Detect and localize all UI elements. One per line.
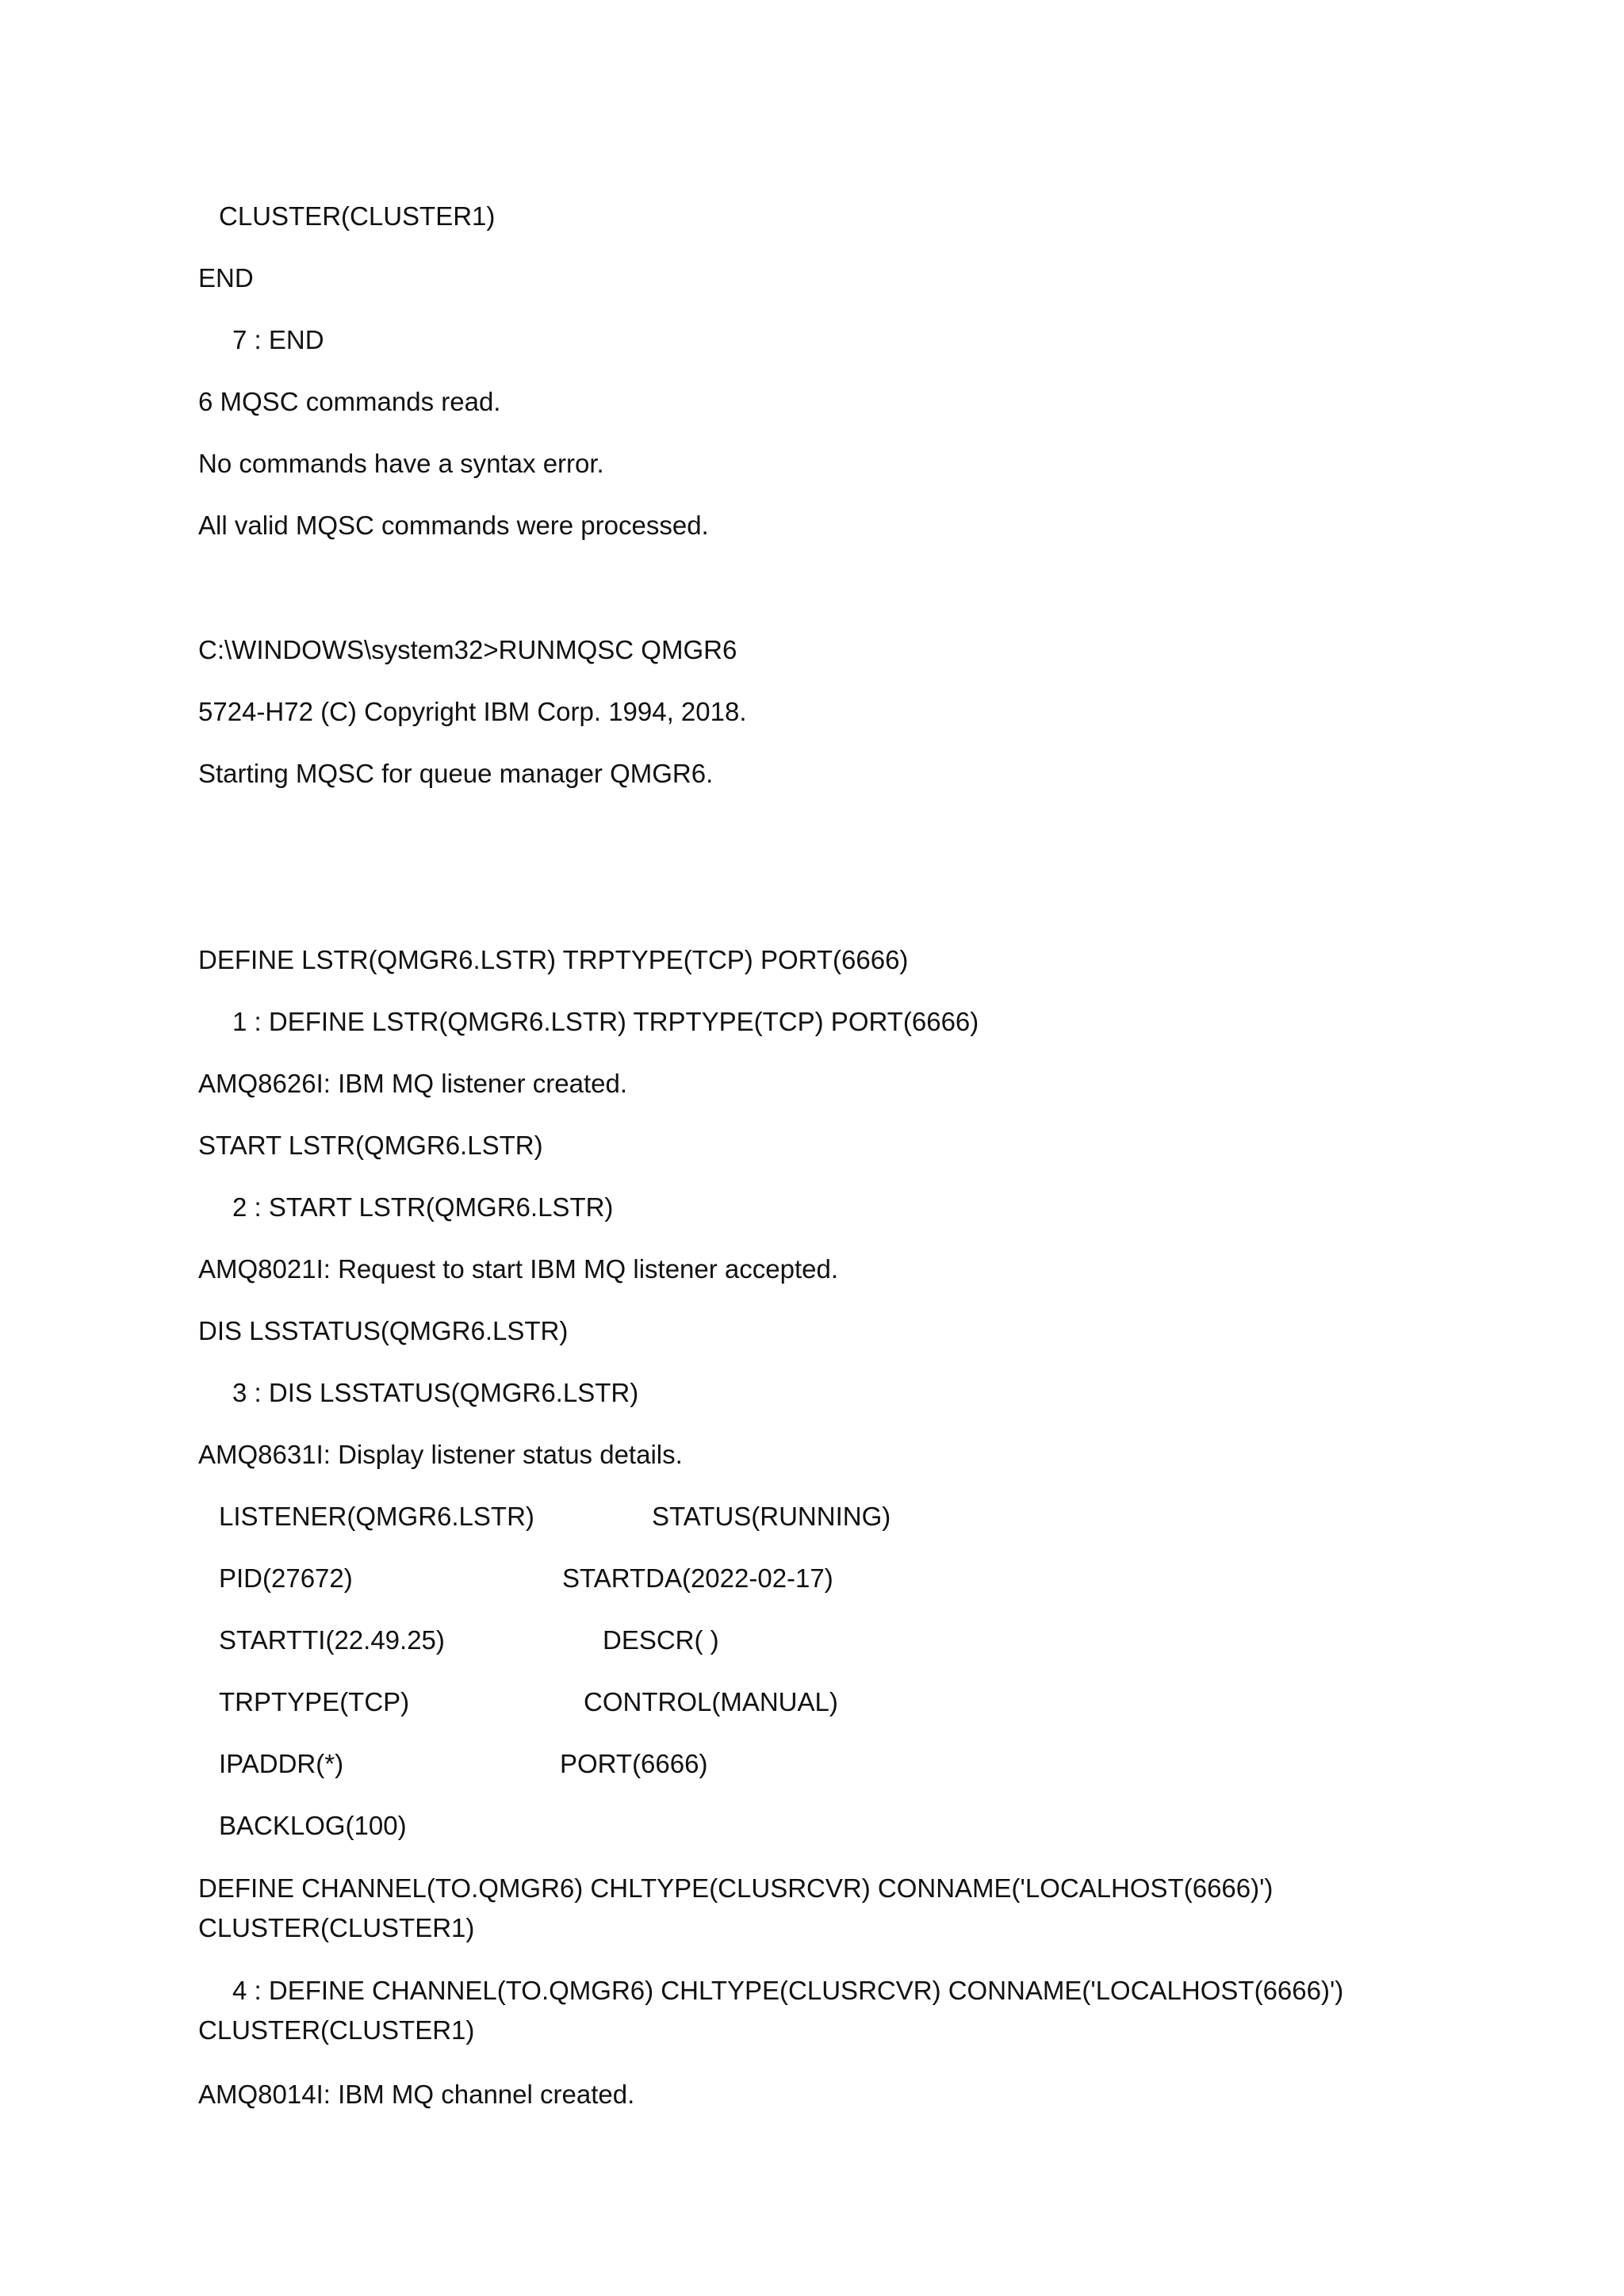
status-field: BACKLOG(100) [219,1811,407,1840]
command-line-wrapped [198,1869,1273,1948]
command-line: START LSTR(QMGR6.LSTR) [198,1131,543,1160]
output-line: No commands have a syntax error. [198,449,604,478]
echo-line: 1 : DEFINE LSTR(QMGR6.LSTR) TRPTYPE(TCP) PORT(6666) [232,1007,979,1036]
output-line: 6 MQSC commands read. [198,387,501,416]
command-line: DEFINE LSTR(QMGR6.LSTR) TRPTYPE(TCP) PORT(6666) [198,945,909,974]
status-field: DESCR( ) [603,1625,719,1655]
output-line: CLUSTER(CLUSTER1) [219,201,496,231]
output-line: AMQ8014I: IBM MQ channel created. [198,2080,635,2109]
echo-line: 7 : END [232,325,324,354]
command-line-part: CLUSTER(CLUSTER1) [198,1913,475,1942]
status-field: STARTTI(22.49.25) [219,1625,445,1655]
status-field: STARTDA(2022-02-17) [562,1563,833,1593]
command-line: DIS LSSTATUS(QMGR6.LSTR) [198,1316,569,1345]
command-line: END [198,263,254,293]
output-line: All valid MQSC commands were processed. [198,511,709,540]
output-line: AMQ8021I: Request to start IBM MQ listener accepted. [198,1254,839,1284]
echo-line: 3 : DIS LSSTATUS(QMGR6.LSTR) [232,1378,639,1407]
echo-line-part: CLUSTER(CLUSTER1) [198,2015,475,2045]
command-line-part: DEFINE CHANNEL(TO.QMGR6) CHLTYPE(CLUSRCVR) CONNAME('LOCALHOST(6666)') [198,1873,1274,1903]
status-field: STATUS(RUNNING) [652,1502,891,1531]
echo-line-part: 4 : DEFINE CHANNEL(TO.QMGR6) CHLTYPE(CLUSRCVR) CONNAME('LOCALHOST(6666)') [232,1976,1344,2005]
output-line: AMQ8631I: Display listener status details. [198,1440,683,1469]
status-field: CONTROL(MANUAL) [584,1687,838,1716]
output-line: AMQ8626I: IBM MQ listener created. [198,1069,628,1098]
status-field: TRPTYPE(TCP) [219,1687,410,1716]
echo-line-wrapped [198,1971,1343,2050]
prompt-line: C:\WINDOWS\system32>RUNMQSC QMGR6 [198,635,737,664]
status-field: IPADDR(*) [219,1749,344,1778]
output-line: Starting MQSC for queue manager QMGR6. [198,759,714,788]
copyright-line: 5724-H72 (C) Copyright IBM Corp. 1994, 2018. [198,697,747,726]
echo-line: 2 : START LSTR(QMGR6.LSTR) [232,1192,614,1222]
status-field: PORT(6666) [560,1749,708,1778]
status-field: LISTENER(QMGR6.LSTR) [219,1502,534,1531]
status-field: PID(27672) [219,1563,353,1593]
